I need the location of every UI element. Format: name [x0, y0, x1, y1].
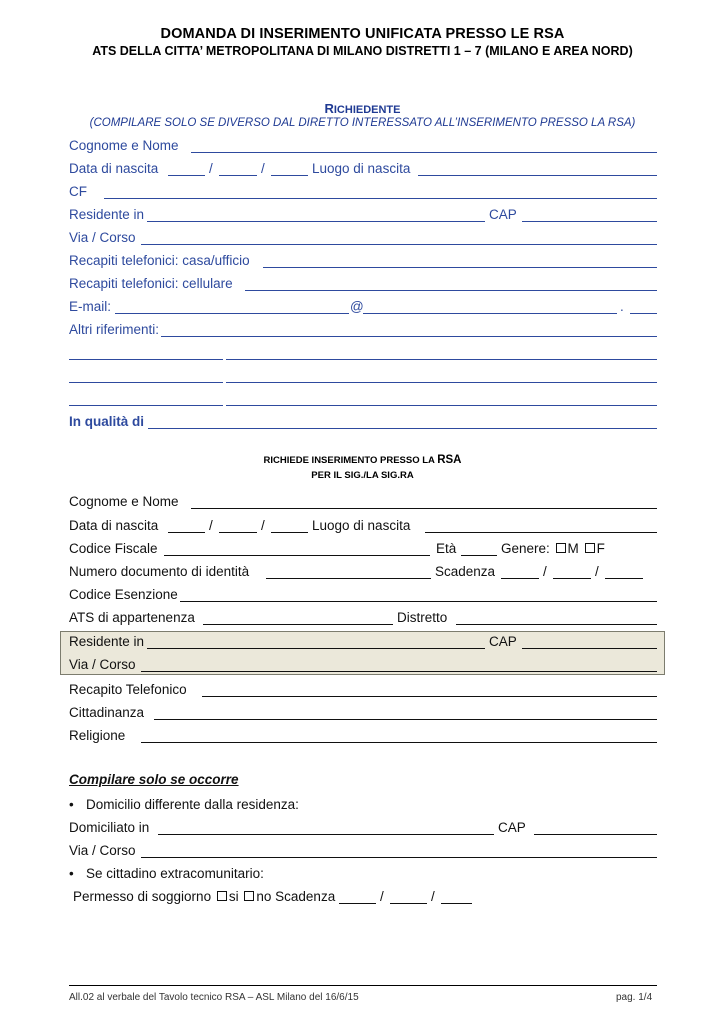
label-dom-via-corso: Via / Corso: [69, 843, 136, 858]
richiedente-casa-row: [69, 252, 657, 270]
document-subtitle: ATS DELLA CITTA’ METROPOLITANA DI MILANO DISTRETTI 1 – 7 (MILANO E AREA NORD): [92, 44, 633, 58]
field-cognome-nome[interactable]: [191, 152, 657, 153]
rsa-ats-row: [69, 609, 657, 627]
label-rsa-ats: ATS di appartenenza: [69, 610, 195, 625]
altri-extra-row-1: [69, 344, 657, 362]
field-altri-extra-1b[interactable]: [226, 359, 657, 360]
field-rsa-recapito-telefonico[interactable]: [202, 696, 657, 697]
label-via-corso: Via / Corso: [69, 230, 136, 245]
label-rsa-genere: [501, 540, 605, 558]
label-rsa-cognome-nome: Cognome e Nome: [69, 494, 179, 509]
label-rsa-residente-in: Residente in: [69, 634, 145, 649]
label-recapiti-casa: Recapiti telefonici: casa/ufficio: [69, 253, 250, 268]
label-rsa-cittadinanza: Cittadinanza: [69, 705, 145, 720]
field-rsa-scadenza-anno[interactable]: [605, 578, 643, 579]
label-rsa-codice-esenzione: Codice Esenzione: [69, 587, 178, 602]
perm-slash-1: /: [380, 889, 384, 904]
field-recapiti-cellulare[interactable]: [245, 290, 657, 291]
richiedente-cf-row: [69, 183, 657, 201]
richiedente-cognome-row: [69, 137, 657, 155]
label-rsa-religione: Religione: [69, 728, 126, 743]
field-cap[interactable]: [522, 221, 657, 222]
checkbox-permesso-no[interactable]: [244, 891, 254, 901]
field-dom-cap[interactable]: [534, 834, 657, 835]
rsa-slash-1: /: [209, 518, 213, 533]
rsa-data-row: [69, 517, 657, 535]
label-permesso-soggiorno: Permesso di soggiorno: [73, 889, 212, 904]
label-rsa-via-corso: Via / Corso: [69, 657, 136, 672]
label-domiciliato-in: Domiciliato in: [69, 820, 150, 835]
bullet-icon: •: [69, 797, 74, 812]
field-rsa-anno[interactable]: [271, 532, 308, 533]
rsa-religione-row: [69, 727, 657, 745]
field-altri-extra-2a[interactable]: [69, 382, 223, 383]
section-title-rsa: [0, 454, 725, 466]
label-dom-cap: CAP: [498, 820, 526, 835]
label-rsa-recapito-telefonico: Recapito Telefonico: [69, 682, 187, 697]
checkbox-genere-m[interactable]: [556, 543, 566, 553]
permesso-row: [69, 888, 657, 906]
field-rsa-numero-documento[interactable]: [266, 578, 431, 579]
field-rsa-codice-esenzione[interactable]: [180, 601, 657, 602]
field-email-tld[interactable]: [630, 313, 657, 314]
section-title-rsa-text: RICHIEDE INSERIMENTO PRESSO LA: [263, 455, 438, 466]
field-permesso-mese[interactable]: [390, 903, 427, 904]
field-permesso-giorno[interactable]: [339, 903, 376, 904]
document-title: DOMANDA DI INSERIMENTO UNIFICATA PRESSO LE RSA: [160, 26, 565, 42]
field-permesso-anno[interactable]: [441, 903, 472, 904]
section-title-initial: R: [324, 101, 334, 116]
perm-slash-2: /: [431, 889, 435, 904]
label-genere-text: Genere:: [501, 541, 550, 556]
label-rsa-codice-fiscale: Codice Fiscale: [69, 541, 158, 556]
richiedente-altri-row: [69, 321, 657, 339]
label-permesso-si: si: [228, 889, 239, 904]
field-cf[interactable]: [104, 198, 657, 199]
field-rsa-scadenza-mese[interactable]: [553, 578, 591, 579]
section-subtitle-richiedente: (COMPILARE SOLO SE DIVERSO DAL DIRETTO INTERESSATO ALL’INSERIMENTO PRESSO LA RSA): [89, 117, 636, 129]
checkbox-genere-f[interactable]: [585, 543, 595, 553]
section-subtitle-rsa: PER IL SIG./LA SIG.RA: [311, 470, 414, 481]
rsa-scad-slash-2: /: [595, 564, 599, 579]
field-altri-extra-2b[interactable]: [226, 382, 657, 383]
optional-section-title: Compilare solo se occorre: [69, 772, 239, 787]
label-permesso-scadenza: Scadenza: [275, 889, 336, 904]
footer-note: All.02 al verbale del Tavolo tecnico RSA – ASL Milano del 16/6/15: [69, 992, 359, 1003]
field-altri-riferimenti[interactable]: [161, 336, 657, 337]
field-altri-extra-1a[interactable]: [69, 359, 223, 360]
label-rsa-cap: CAP: [489, 634, 517, 649]
field-rsa-eta[interactable]: [461, 555, 497, 556]
label-rsa-luogo-nascita: Luogo di nascita: [312, 518, 411, 533]
email-dot: .: [620, 299, 624, 314]
label-permesso-no: no: [256, 889, 272, 904]
rsa-scad-slash-1: /: [543, 564, 547, 579]
label-rsa-scadenza: Scadenza: [435, 564, 496, 579]
slash-2: /: [261, 161, 265, 176]
label-data-nascita: Data di nascita: [69, 161, 159, 176]
field-altri-extra-3b[interactable]: [226, 405, 657, 406]
field-rsa-luogo-nascita[interactable]: [425, 532, 657, 533]
rsa-residenza-row: [69, 633, 657, 651]
field-recapiti-casa[interactable]: [263, 267, 657, 268]
rsa-documento-row: [69, 563, 657, 581]
field-rsa-religione[interactable]: [141, 742, 657, 743]
label-altri-riferimenti: Altri riferimenti:: [69, 322, 160, 337]
field-rsa-cap[interactable]: [522, 648, 657, 649]
field-in-qualita-di[interactable]: [148, 428, 657, 429]
domiciliato-row: [69, 819, 657, 837]
rsa-cognome-row: [69, 493, 657, 511]
field-dom-via-corso[interactable]: [141, 857, 657, 858]
label-rsa-numero-documento: Numero documento di identità: [69, 564, 250, 579]
field-rsa-residente-in[interactable]: [147, 648, 485, 649]
section-title-richiedente: [0, 101, 725, 116]
rsa-via-row: [69, 656, 657, 674]
field-anno[interactable]: [271, 175, 308, 176]
field-domiciliato-in[interactable]: [158, 834, 494, 835]
section-title-rsa-acronym: RSA: [437, 454, 462, 466]
altri-extra-row-3: [69, 390, 657, 408]
richiedente-via-row: [69, 229, 657, 247]
rsa-esenzione-row: [69, 586, 657, 604]
label-rsa-eta: Età: [436, 541, 457, 556]
label-in-qualita-di: In qualità di: [69, 414, 145, 429]
page-number: pag. 1/4: [616, 992, 653, 1003]
label-residente-in: Residente in: [69, 207, 145, 222]
label-extracomunitario: Se cittadino extracomunitario:: [86, 866, 264, 881]
rsa-slash-2: /: [261, 518, 265, 533]
label-rsa-distretto: Distretto: [397, 610, 448, 625]
domicilio-bullet-row: [69, 796, 657, 814]
field-luogo-nascita[interactable]: [418, 175, 657, 176]
richiedente-qualita-row: [69, 413, 657, 431]
email-at: @: [350, 299, 364, 314]
richiedente-data-row: [69, 160, 657, 178]
field-altri-extra-3a[interactable]: [69, 405, 223, 406]
field-rsa-codice-fiscale[interactable]: [164, 555, 430, 556]
label-cognome-nome: Cognome e Nome: [69, 138, 179, 153]
altri-extra-row-2: [69, 367, 657, 385]
bullet-icon-2: •: [69, 866, 74, 881]
label-genere-f: F: [596, 541, 605, 556]
field-rsa-scadenza-giorno[interactable]: [501, 578, 539, 579]
field-giorno[interactable]: [168, 175, 205, 176]
field-via-corso[interactable]: [141, 244, 657, 245]
label-genere-m: M: [567, 541, 579, 556]
label-domicilio-differente: Domicilio differente dalla residenza:: [86, 797, 299, 812]
label-luogo-nascita: Luogo di nascita: [312, 161, 411, 176]
field-rsa-ats[interactable]: [203, 624, 393, 625]
field-rsa-cittadinanza[interactable]: [154, 719, 657, 720]
field-residente-in[interactable]: [147, 221, 485, 222]
slash-1: /: [209, 161, 213, 176]
footer-divider: [69, 985, 657, 986]
field-rsa-cognome-nome[interactable]: [191, 508, 657, 509]
section-title-rest: ICHIEDENTE: [333, 104, 401, 116]
rsa-recapito-row: [69, 681, 657, 699]
extracomunitario-bullet-row: [69, 865, 657, 883]
field-mese[interactable]: [219, 175, 257, 176]
label-email: E-mail:: [69, 299, 112, 314]
field-email-domain[interactable]: [363, 313, 617, 314]
rsa-cittadinanza-row: [69, 704, 657, 722]
field-rsa-giorno[interactable]: [168, 532, 205, 533]
dom-via-row: [69, 842, 657, 860]
label-recapiti-cellulare: Recapiti telefonici: cellulare: [69, 276, 233, 291]
label-permesso-group: [73, 888, 335, 906]
label-cap: CAP: [489, 207, 517, 222]
field-rsa-mese[interactable]: [219, 532, 257, 533]
label-rsa-data-nascita: Data di nascita: [69, 518, 159, 533]
richiedente-residenza-row: [69, 206, 657, 224]
checkbox-permesso-si[interactable]: [217, 891, 227, 901]
richiedente-email-row: [69, 298, 657, 316]
field-rsa-via-corso[interactable]: [141, 671, 657, 672]
label-cf: CF: [69, 184, 87, 199]
field-rsa-distretto[interactable]: [456, 624, 657, 625]
richiedente-cell-row: [69, 275, 657, 293]
rsa-cf-row: [69, 540, 657, 558]
field-email-user[interactable]: [115, 313, 349, 314]
